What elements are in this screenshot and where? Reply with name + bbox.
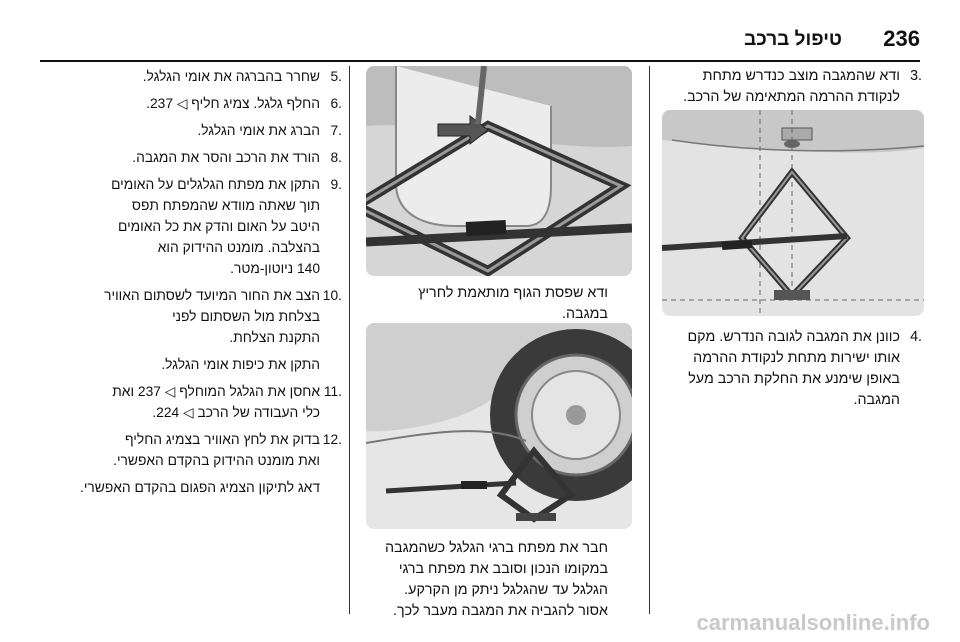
step-number: .10: [322, 288, 342, 303]
section-title: טיפול ברכב: [744, 29, 842, 50]
step-number: .7: [330, 123, 342, 138]
step-number: .12: [322, 432, 342, 447]
caption-line: חבר את מפתח ברגי הגלגל כשהמגבה: [384, 540, 608, 556]
step-10-note: [24, 354, 342, 375]
step-number: [320, 354, 342, 375]
step-text-line: התקן את כיפות אומי הגלגל.: [161, 357, 320, 372]
step-text-line: הורד את הרכב והסר את המגבה.: [132, 150, 320, 165]
step-text-line: היטב על האום והדק את כל האומים: [118, 219, 320, 234]
watermark: carmanualsonline.info: [696, 610, 930, 635]
step-5: [24, 66, 342, 87]
step-number: .8: [330, 150, 342, 165]
step-7: [24, 120, 342, 141]
step-text-line: החלף גלגל. צמיג חליף ◁ 237.: [146, 96, 320, 111]
step-number: .3: [910, 68, 922, 84]
step-number: .9: [330, 177, 342, 192]
caption-line: במגבה.: [561, 306, 608, 322]
step-text-line: התקנת הצלחת.: [229, 330, 320, 345]
middle-column-caption-top: [366, 283, 608, 325]
step-12: [24, 429, 342, 471]
step-text-line: בצלחת מול השסתום לפני: [172, 309, 320, 324]
step-text-line: אותו ישירות מתחת לנקודת ההרמה: [693, 350, 900, 366]
right-column-lower: [660, 327, 922, 417]
caption-line: אסור להגביה את המגבה מעבר לכך.: [393, 603, 608, 619]
jack-groove-closeup-illustration: [366, 66, 632, 276]
caption-line: במקומו הנכון וסובב את מפתח ברגי: [398, 561, 608, 577]
jack-under-car-wheel-illustration: [366, 323, 632, 529]
step-text-line: התקן את מפתח הגלגלים על האומים: [111, 177, 320, 192]
right-column: [660, 66, 922, 114]
step-text-line: המגבה.: [853, 392, 900, 408]
final-note: [24, 477, 342, 498]
step-text-line: דאג לתיקון הצמיג הפגום בהקדם האפשרי.: [80, 480, 320, 495]
step-3: [660, 66, 922, 108]
step-number: .4: [910, 329, 922, 345]
step-4: [660, 327, 922, 411]
page-header: [0, 22, 960, 62]
left-column: [24, 66, 342, 504]
step-text-line: שחרר בהברגה את אומי הגלגל.: [142, 69, 320, 84]
step-text-line: 140 ניוטון-מטר.: [230, 261, 320, 276]
middle-column-caption-bottom: [366, 538, 608, 622]
header-rule: [40, 60, 920, 62]
step-text-line: באופן שימנע את החלקת הרכב מעל: [688, 371, 900, 387]
step-9: [24, 174, 342, 279]
step-text-line: בהצלבה. מומנט ההידוק הוא: [157, 240, 320, 255]
step-text-line: כוונן את המגבה לגובה הנדרש. מקם: [687, 329, 900, 345]
step-10: [24, 285, 342, 348]
step-8: [24, 147, 342, 168]
step-text-line: לנקודת ההרמה המתאימה של הרכב.: [683, 89, 900, 105]
step-text-line: הברג את אומי הגלגל.: [197, 123, 320, 138]
column-divider-right: [649, 66, 650, 614]
jack-under-lifting-point-illustration: [662, 110, 924, 316]
step-number: [320, 477, 342, 498]
page-number: 236: [883, 26, 920, 51]
caption-line: הגלגל עד שהגלגל ניתק מן הקרקע.: [404, 582, 608, 598]
step-number: .6: [330, 96, 342, 111]
step-6: [24, 93, 342, 114]
step-text-line: כלי העבודה של הרכב ◁ 224.: [152, 405, 320, 420]
step-text-line: ודא שהמגבה מוצב כנדרש מתחת: [702, 68, 900, 84]
step-number: .11: [323, 384, 342, 399]
step-number: .5: [330, 69, 342, 84]
step-text-line: ואת מומנט ההידוק בהקדם האפשרי.: [113, 453, 320, 468]
step-text-line: אחסן את הגלגל המוחלף ◁ 237 ואת: [112, 384, 320, 399]
step-text-line: תוך שאתה מוודא שהמפתח תפס: [131, 198, 320, 213]
column-divider-left: [349, 66, 350, 614]
step-text-line: בדוק את לחץ האוויר בצמיג החליף: [124, 432, 320, 447]
step-text-line: הצב את החור המיועד לשסתום האוויר: [104, 288, 320, 303]
step-11: [24, 381, 342, 423]
caption-line: ודא שפסת הגוף מותאמת לחריץ: [418, 285, 608, 301]
